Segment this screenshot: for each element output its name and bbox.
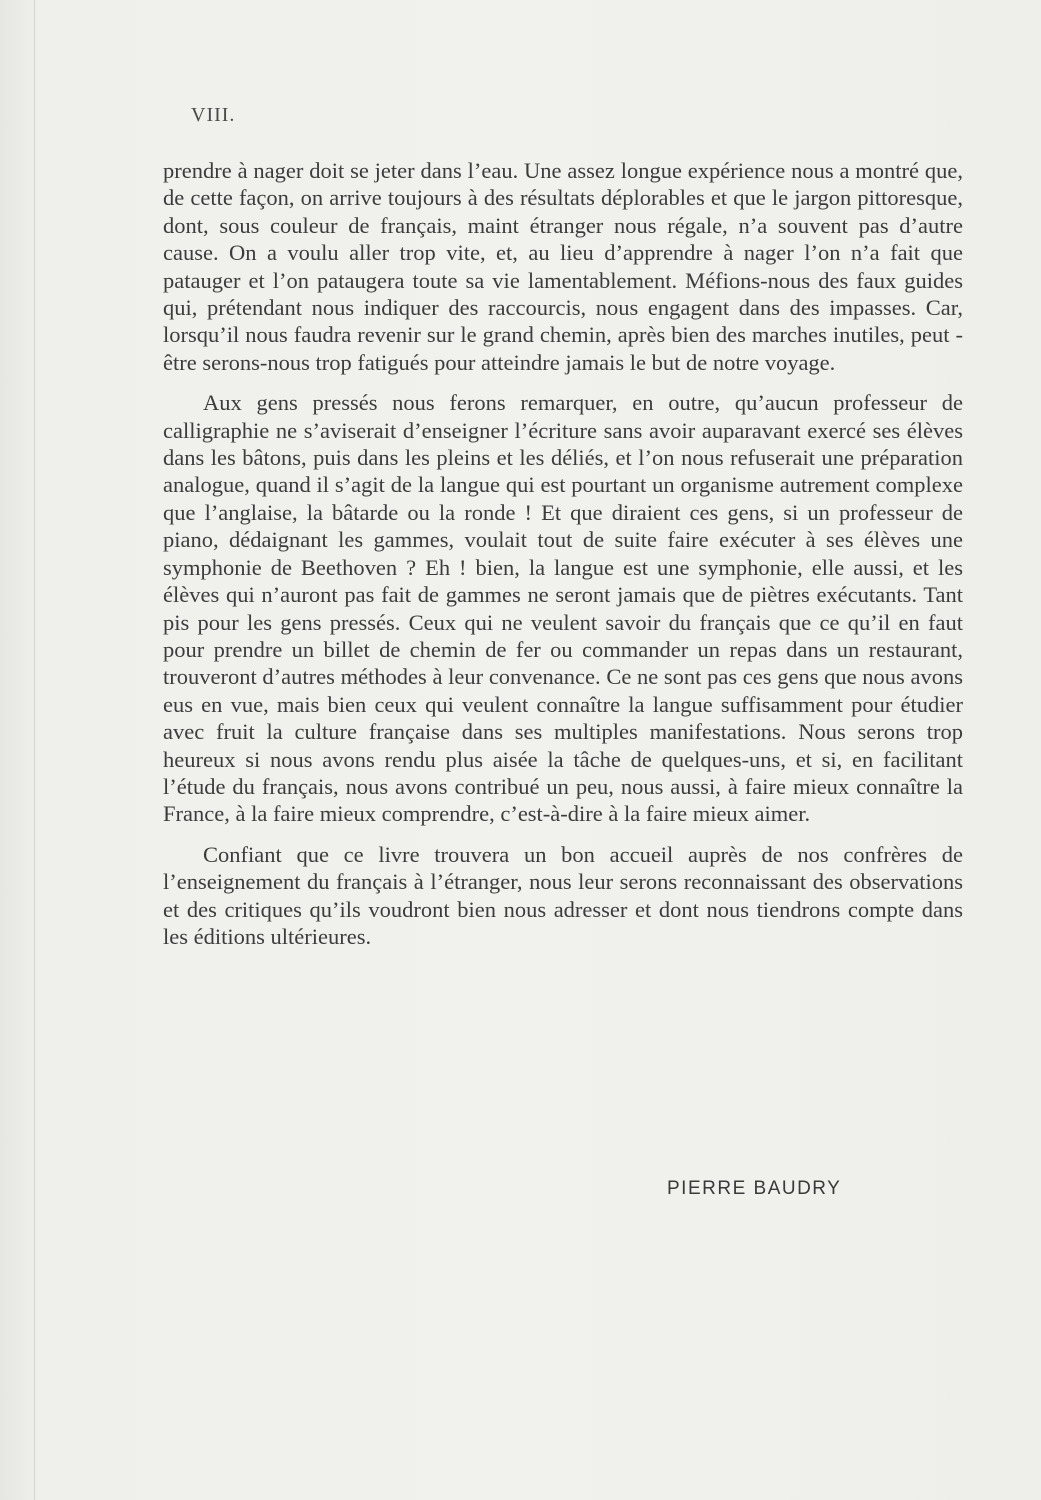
binding-edge-line	[34, 0, 35, 1500]
author-signature: PIERRE BAUDRY	[667, 1178, 842, 1199]
page-number: VIII.	[191, 104, 236, 126]
body-text	[163, 157, 963, 950]
paragraph-confiant: Confiant que ce livre trouvera un bon accueil auprès de nos confrères de l’enseignement du français à l’étranger, nous leur serons reconnaissant des observations et des critiques qu’ils voudront bien nous adresser et dont nous tiendrons compte dans les éditions ultérieures.	[163, 841, 963, 949]
paragraph-continuation: prendre à nager doit se jeter dans l’eau. Une assez longue expérience nous a montré que, de cette façon, on arrive toujours à des résultats déplorables et que le jargon pittoresque, dont, sous couleur de français, maint étranger nous régale, n’a souvent pas d’autre cause. On a voulu aller trop vite, et, au lieu d’apprendre à nager l’on n’a fait que patauger et l’on pataugera toute sa vie lamentablement. Méfions-nous des faux guides qui, prétendant nous indiquer des raccourcis, nous engagent dans des impasses. Car, lorsqu’il nous faudra revenir sur le grand chemin, après bien des marches inutiles, peut - être serons-nous trop fatigués pour atteindre jamais le but de notre voyage.	[163, 158, 963, 375]
paragraph-gens-presses: Aux gens pressés nous ferons remarquer, en outre, qu’aucun professeur de calligraphie ne s’aviserait d’enseigner l’écriture sans avoir auparavant exercé ses élèves dans les bâtons, puis dans les pleins et les déliés, et l’on nous refuserait une préparation analogue, quand il s’agit de la langue qui est pourtant un organisme autrement complexe que l’anglaise, la bâtarde ou la ronde ! Et que diraient ces gens, si un professeur de piano, dédaignant les gammes, voulait tout de suite faire exécuter à ses élèves une symphonie de Beethoven ? Eh ! bien, la langue est une symphonie, elle aussi, et les élèves qui n’auront pas fait de gammes ne seront jamais que de piètres exécutants. Tant pis pour les gens pressés. Ceux qui ne veulent savoir du français que ce qu’il en faut pour prendre un billet de chemin de fer ou commander un repas dans un restaurant, trouveront d’autres méthodes à leur convenance. Ce ne sont pas ces gens que nous avons eus en vue, mais bien ceux qui veulent connaître la langue suffisamment pour étudier avec fruit la culture française dans ses multiples manifestations. Nous serons trop heureux si nous avons rendu plus aisée la tâche de quelques-uns, et si, en facilitant l’étude du français, nous avons contribué un peu, nous aussi, à faire mieux connaître la France, à la faire mieux comprendre, c’est-à-dire à la faire mieux aimer.	[163, 390, 963, 827]
